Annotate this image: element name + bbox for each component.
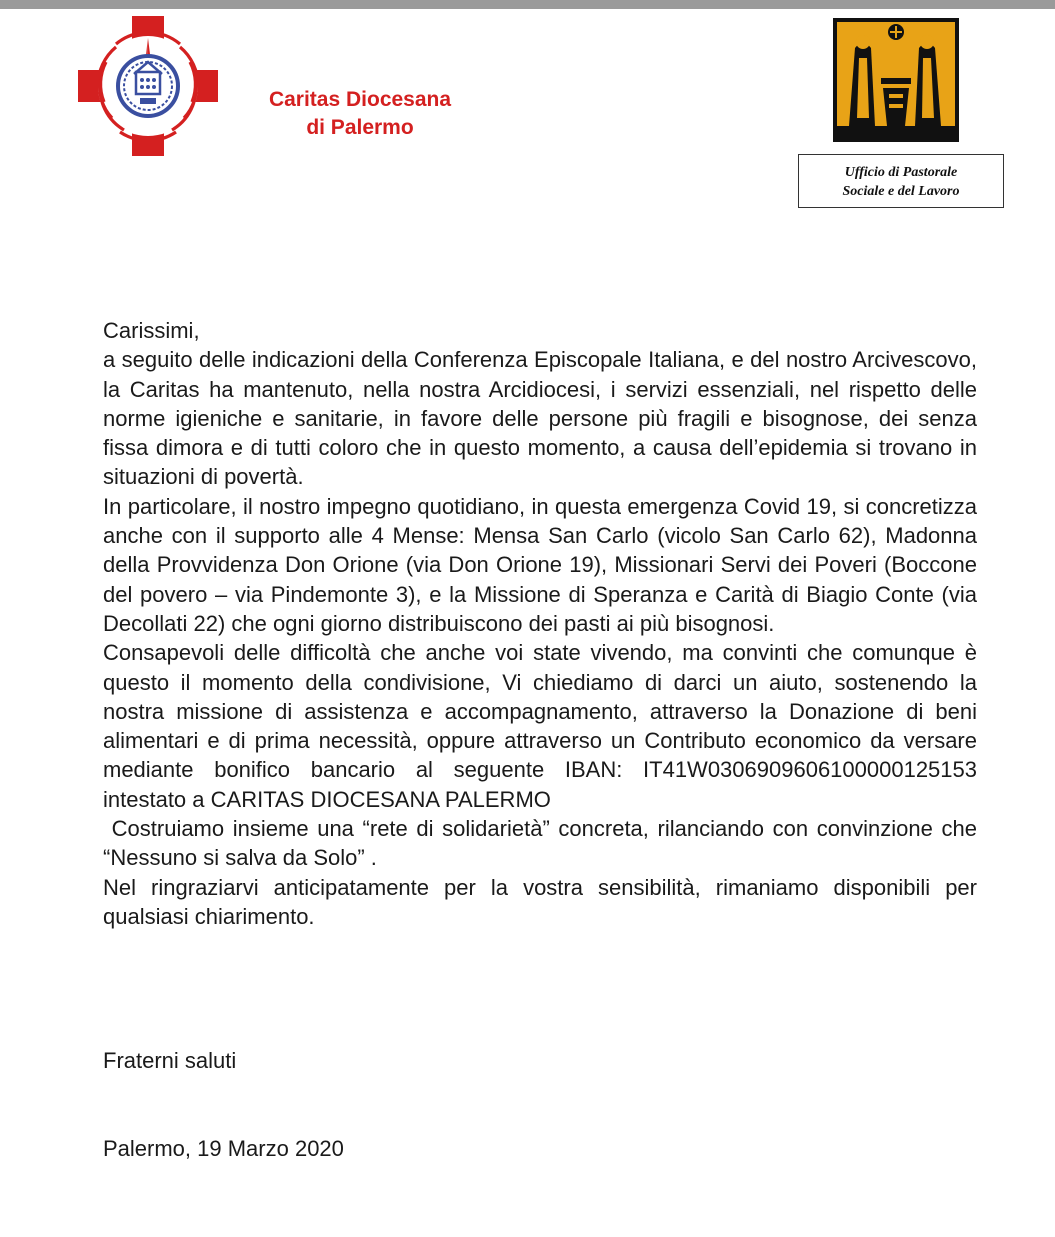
letter-paragraph-4: Costruiamo insieme una “rete di solidarietà” concreta, rilanciando con convinzione che “Nessuno si salva da Solo” . xyxy=(103,816,984,871)
organization-name xyxy=(250,86,470,142)
office-label-line2: Sociale e del Lavoro xyxy=(842,184,960,199)
letter-salutation: Carissimi, xyxy=(103,318,200,343)
letter-closing: Fraterni saluti xyxy=(103,1048,237,1073)
organization-name-line1: Caritas Diocesana xyxy=(268,88,452,111)
letter-paragraph-1: a seguito delle indicazioni della Conferenza Episcopale Italiana, e del nostro Arcivescovo, la Caritas ha mantenuto, nella nostra Arcidiocesi, i servizi essenziali, nel rispetto delle norme igieniche e sanitarie, in favore delle persone più fragili e bisognose, dei senza fissa dimora e di tutti coloro che in questo momento, a causa dell’epidemia si trovano in situazioni di povertà. xyxy=(103,347,977,490)
office-label-box xyxy=(798,154,1004,208)
letter-paragraph-2: In particolare, il nostro impegno quotidiano, in questa emergenza Covid 19, si concretizza anche con il supporto alle 4 Mense: Mensa San Carlo (vicolo San Carlo 62), Madonna della Provvidenza Don Orione (via Don Orione 19), Missionari Servi dei Poveri (Boccone del povero – via Pindemonte 3), e la Missione di Speranza e Carità di Biagio Conte (via Decollati 22) che ogni giorno distribuiscono dei pasti ai più bisognosi. xyxy=(103,493,977,636)
top-border-bar xyxy=(0,0,1055,9)
letter-paragraph-3: Consapevoli delle difficoltà che anche voi state vivendo, ma convinti che comunque è questo il momento della condivisione, Vi chiediamo di darci un aiuto, sostenendo la nostra missione di assistenza e accompagnamento, attraverso la Donazione di beni alimentari e di prima necessità, oppure attraverso un Contributo economico da versare mediante bonifico bancario al seguente IBAN: IT41W0306909606100000125153 intestato a CARITAS DIOCESANA PALERMO xyxy=(103,640,977,812)
caritas-cross-logo-icon xyxy=(76,14,220,158)
office-label-line1: Ufficio di Pastorale xyxy=(844,165,958,180)
letter-body xyxy=(103,316,984,931)
saints-emblem-icon xyxy=(833,18,959,142)
letter-paragraph-5: Nel ringraziarvi anticipatamente per la vostra sensibilità, rimaniamo disponibili per qualsiasi chiarimento. xyxy=(103,874,977,929)
letter-dateline: Palermo, 19 Marzo 2020 xyxy=(103,1136,344,1161)
organization-name-line2: di Palermo xyxy=(306,116,414,139)
